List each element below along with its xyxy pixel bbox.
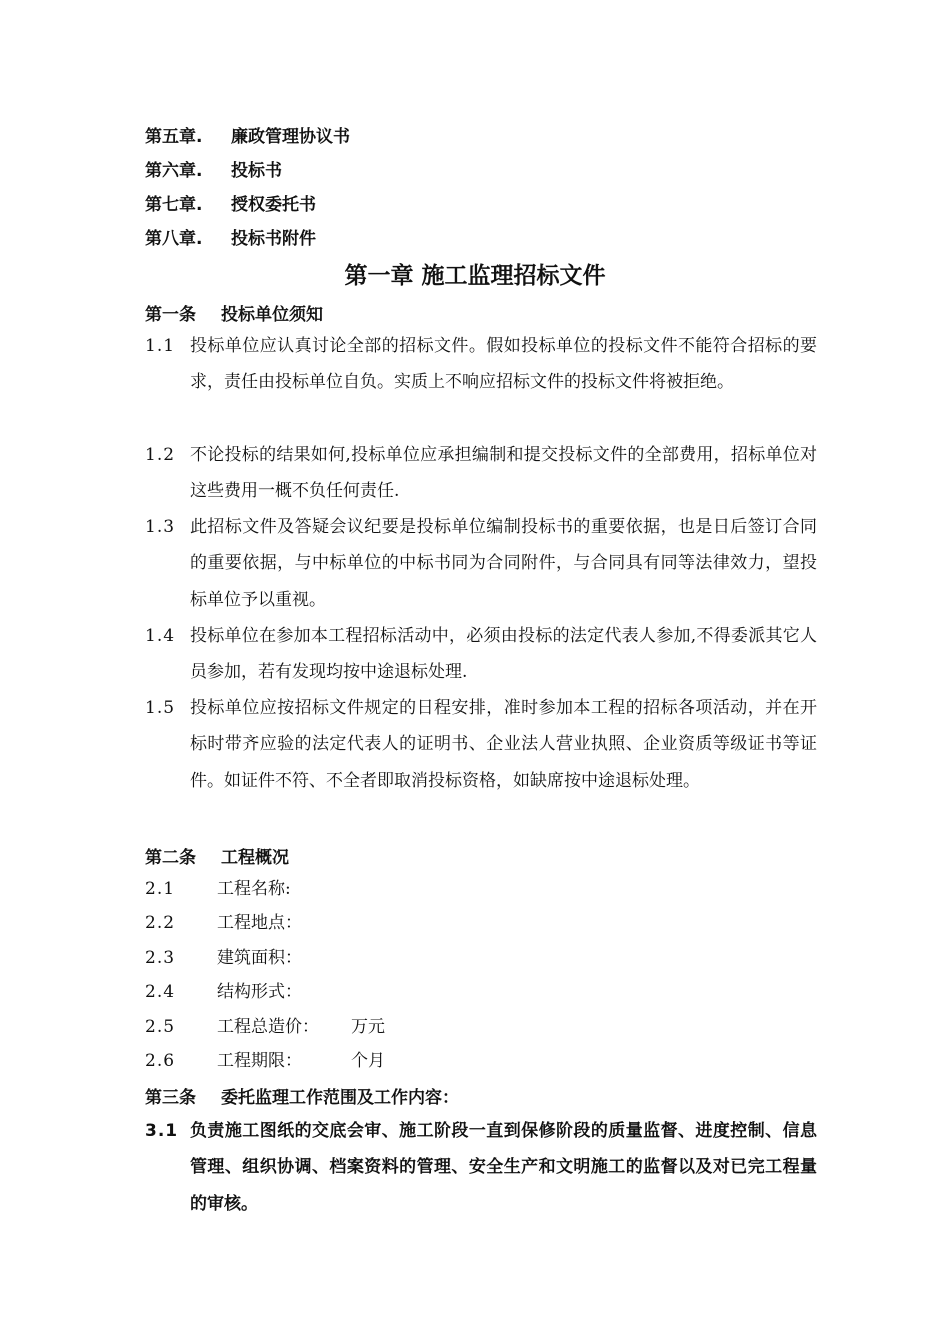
- item-number: 2.5: [145, 1017, 176, 1037]
- chapter-title: 投标书附件: [231, 229, 316, 249]
- clause: [145, 328, 817, 401]
- article-title: 工程概况: [221, 848, 289, 868]
- clause-text: 投标单位应按招标文件规定的日程安排，准时参加本工程的招标各项活动，并在开标时带齐应验的法定代表人的证明书、企业法人营业执照、企业资质等级证书等证件。如证件不符、不全者即取消投标资格，如缺席按中途退标处理。: [190, 698, 817, 791]
- item-number: 2.3: [145, 948, 176, 968]
- item-label: 建筑面积：: [217, 948, 302, 968]
- clause-number: 3.1: [145, 1121, 179, 1141]
- chapter-entry: [145, 122, 350, 156]
- project-info-row: [145, 1046, 385, 1076]
- clause-number: 1.2: [145, 445, 176, 465]
- item-number: 2.2: [145, 913, 176, 933]
- article-title: 委托监理工作范围及工作内容：: [221, 1088, 459, 1108]
- article-heading: [145, 300, 323, 325]
- item-number: 2.1: [145, 879, 176, 899]
- chapter-number: 第八章.: [145, 229, 203, 249]
- article-title: 投标单位须知: [221, 305, 323, 325]
- project-info-row: [145, 977, 351, 1007]
- project-info-row: [145, 1012, 385, 1042]
- clause-text: 此招标文件及答疑会议纪要是投标单位编制投标书的重要依据，也是日后签订合同的重要依据，与中标单位的中标书同为合同附件，与合同具有同等法律效力，望投标单位予以重视。: [190, 517, 817, 610]
- clause: [145, 509, 817, 618]
- item-value: 万元: [351, 1017, 385, 1037]
- project-info-row: [145, 908, 351, 938]
- item-label: 工程地点：: [217, 913, 302, 933]
- clause-text: 投标单位应认真讨论全部的招标文件。假如投标单位的投标文件不能符合招标的要求，责任由投标单位自负。实质上不响应招标文件的投标文件将被拒绝。: [190, 336, 817, 393]
- article-number: 第二条: [145, 848, 196, 868]
- article-heading: [145, 843, 289, 868]
- chapter-list: [145, 122, 350, 258]
- clause: [145, 690, 817, 799]
- article-number: 第三条: [145, 1088, 196, 1108]
- item-label: 工程名称:: [217, 879, 291, 899]
- chapter-title: 授权委托书: [231, 195, 316, 215]
- item-value: 个月: [351, 1051, 385, 1071]
- clause-number: 1.1: [145, 336, 176, 356]
- article-heading: [145, 1083, 459, 1108]
- chapter-title: 投标书: [231, 161, 282, 181]
- item-label: 工程总造价：: [217, 1017, 319, 1037]
- chapter-entry: [145, 190, 350, 224]
- item-number: 2.6: [145, 1051, 176, 1071]
- clause: [145, 1113, 817, 1222]
- clause-number: 1.3: [145, 517, 176, 537]
- item-label: 结构形式：: [217, 982, 302, 1002]
- chapter-number: 第六章.: [145, 161, 203, 181]
- chapter-entry: [145, 224, 350, 258]
- chapter-number: 第七章.: [145, 195, 203, 215]
- chapter-heading: 第一章 施工监理招标文件: [344, 263, 606, 289]
- item-number: 2.4: [145, 982, 176, 1002]
- clause-text: 不论投标的结果如何,投标单位应承担编制和提交投标文件的全部费用，招标单位对这些费用一概不负任何责任.: [190, 445, 817, 502]
- project-info-row: [145, 874, 351, 904]
- clause-number: 1.4: [145, 626, 176, 646]
- article-number: 第一条: [145, 305, 196, 325]
- chapter-number: 第五章.: [145, 127, 203, 147]
- clause-text: 投标单位在参加本工程招标活动中，必须由投标的法定代表人参加,不得委派其它人员参加，若有发现均按中途退标处理.: [190, 626, 817, 683]
- chapter-title: 廉政管理协议书: [231, 127, 350, 147]
- clause: [145, 437, 817, 510]
- chapter-entry: [145, 156, 350, 190]
- clause-number: 1.5: [145, 698, 176, 718]
- project-info-row: [145, 943, 351, 973]
- clause-text: 负责施工图纸的交底会审、施工阶段一直到保修阶段的质量监督、进度控制、信息管理、组织协调、档案资料的管理、安全生产和文明施工的监督以及对已完工程量的审核。: [190, 1121, 817, 1214]
- clause: [145, 618, 817, 691]
- item-label: 工程期限：: [217, 1051, 302, 1071]
